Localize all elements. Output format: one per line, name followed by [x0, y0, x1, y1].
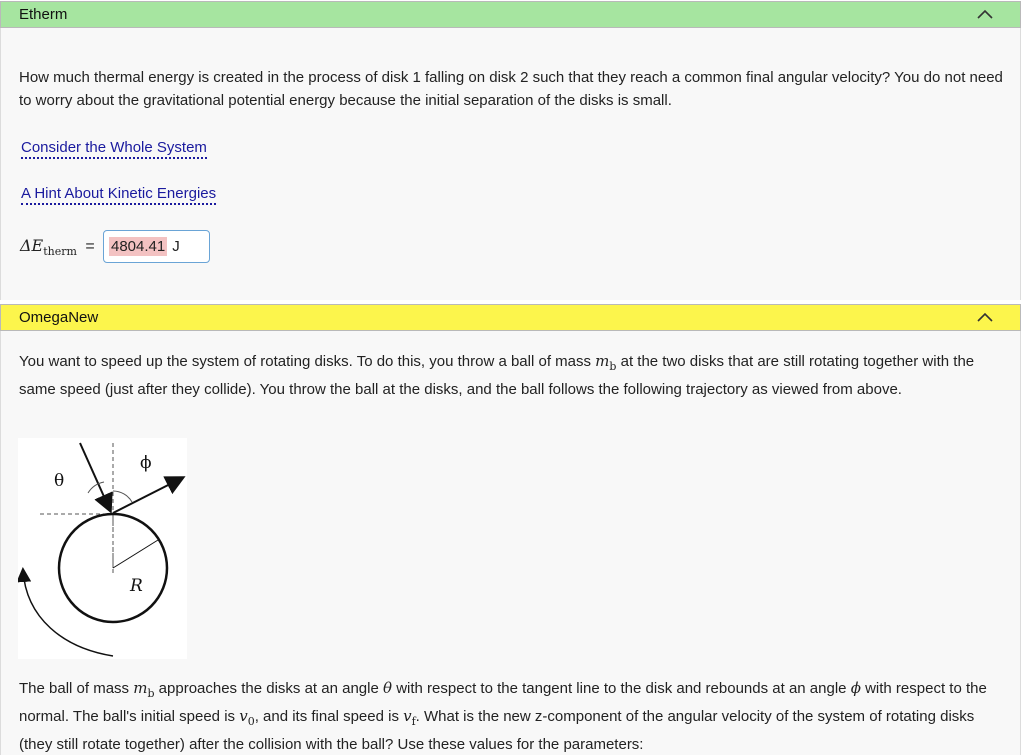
answer-unit: J — [172, 238, 180, 255]
radius-label: R — [130, 576, 143, 596]
etherm-panel-body — [0, 28, 1021, 300]
omega-body: The ball of mass $m_b$ approaches the disks at an angle θ with respect to the tangent line to the disk and rebounds at an angle ϕ with respect to the normal. The ball's initial speed is $v_0$, and its final speed is $v_f$. What is the new z-component of the angular velocity of the system of rotating disks (they still rotate together) after the collision with the ball? Use these values for the parameters: — [19, 679, 987, 753]
collapse-chevron-up-icon[interactable] — [976, 7, 994, 21]
etherm-question: How much thermal energy is created in the process of disk 1 falling on disk 2 such that they reach a common final angular velocity? You do not need to worry about the gravitational potential energy because the initial separation of the disks is small. — [19, 69, 1003, 109]
rotation-arrow — [23, 570, 113, 656]
etherm-title: Etherm — [19, 6, 68, 23]
hint-kinetic-energies[interactable]: A Hint About Kinetic Energies — [21, 185, 216, 205]
etherm-panel-header[interactable] — [0, 1, 1021, 28]
incoming-arrow — [80, 443, 110, 510]
omega-panel-body — [0, 331, 1021, 755]
omega-title: OmegaNew — [19, 309, 99, 326]
omega-intro: You want to speed up the system of rotating disks. To do this, you throw a ball of mass $m_b$ at the two disks that are still rotating together with the same speed (just after they collide). You throw the ball at the disks, and the ball follows the following trajectory as viewed from above. — [19, 352, 975, 398]
trajectory-diagram — [18, 438, 187, 659]
omega-panel-header[interactable] — [0, 304, 1021, 331]
outgoing-arrow — [113, 478, 182, 513]
answer-input[interactable] — [103, 230, 210, 263]
answer-value: 4804.41 — [111, 238, 166, 255]
theta-label: θ — [54, 471, 65, 491]
hint-consider-whole-system[interactable]: Consider the Whole System — [21, 139, 207, 159]
phi-label: ϕ — [140, 453, 152, 473]
answer-label: $\Delta E_{therm}$ = — [20, 236, 95, 258]
collapse-chevron-up-icon[interactable] — [976, 310, 994, 324]
